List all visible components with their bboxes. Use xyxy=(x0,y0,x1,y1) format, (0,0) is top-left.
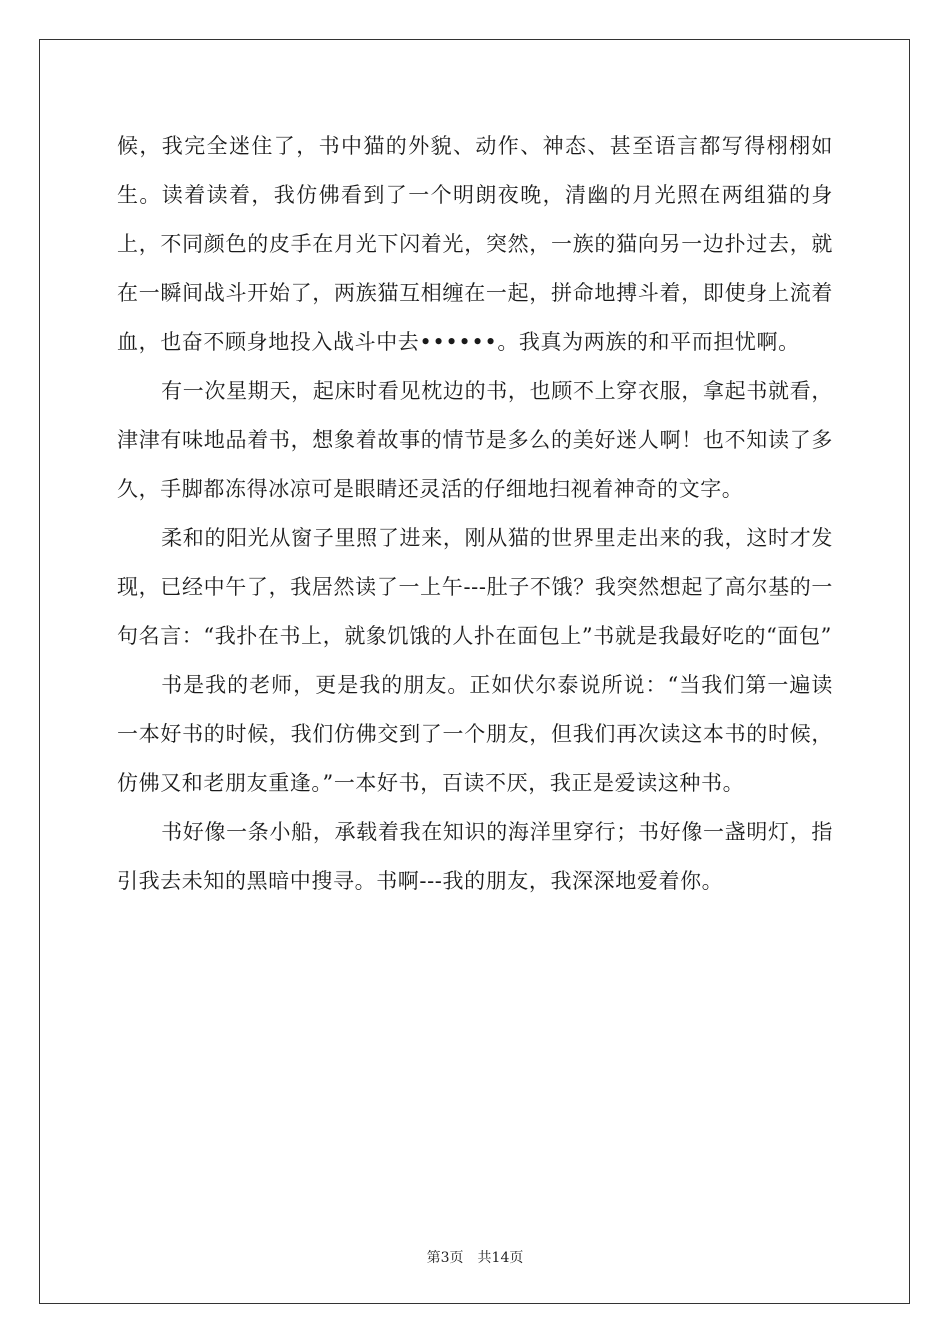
paragraph-5: 书好像一条小船，承载着我在知识的海洋里穿行；书好像一盏明灯，指引我去未知的黑暗中搜寻。书啊---我的朋友，我深深地爱着你。 xyxy=(117,820,833,893)
page-footer xyxy=(0,1247,950,1267)
document-body xyxy=(117,122,833,906)
paragraph-4: 书是我的老师，更是我的朋友。正如伏尔泰说所说：“当我们第一遍读一本好书的时候，我们仿佛交到了一个朋友，但我们再次读这本书的时候，仿佛又和老朋友重逢。”一本好书，百读不厌，我正是爱读这种书。 xyxy=(117,673,833,795)
paragraph-1: 候，我完全迷住了，书中猫的外貌、动作、神态、甚至语言都写得栩栩如生。读着读着，我仿佛看到了一个明朗夜晚，清幽的月光照在两组猫的身上，不同颜色的皮手在月光下闪着光，突然，一族的猫向另一边扑过去，就在一瞬间战斗开始了，两族猫互相缠在一起，拼命地搏斗着，即使身上流着血，也奋不顾身地投入战斗中去••••••。我真为两族的和平而担忧啊。 xyxy=(117,134,833,354)
paragraph-3: 柔和的阳光从窗子里照了进来，刚从猫的世界里走出来的我，这时才发现，已经中午了，我居然读了一上午---肚子不饿？我突然想起了高尔基的一句名言：“我扑在书上，就象饥饿的人扑在面包上”书就是我最好吃的“面包” xyxy=(117,526,833,648)
total-pages-label: 共14页 xyxy=(477,1250,524,1266)
paragraph-2: 有一次星期天，起床时看见枕边的书，也顾不上穿衣服，拿起书就看，津津有味地品着书，想象着故事的情节是多么的美好迷人啊！也不知读了多久，手脚都冻得冰凉可是眼睛还灵活的仔细地扫视着神奇的文字。 xyxy=(117,379,833,501)
current-page-label: 第3页 xyxy=(426,1250,464,1266)
